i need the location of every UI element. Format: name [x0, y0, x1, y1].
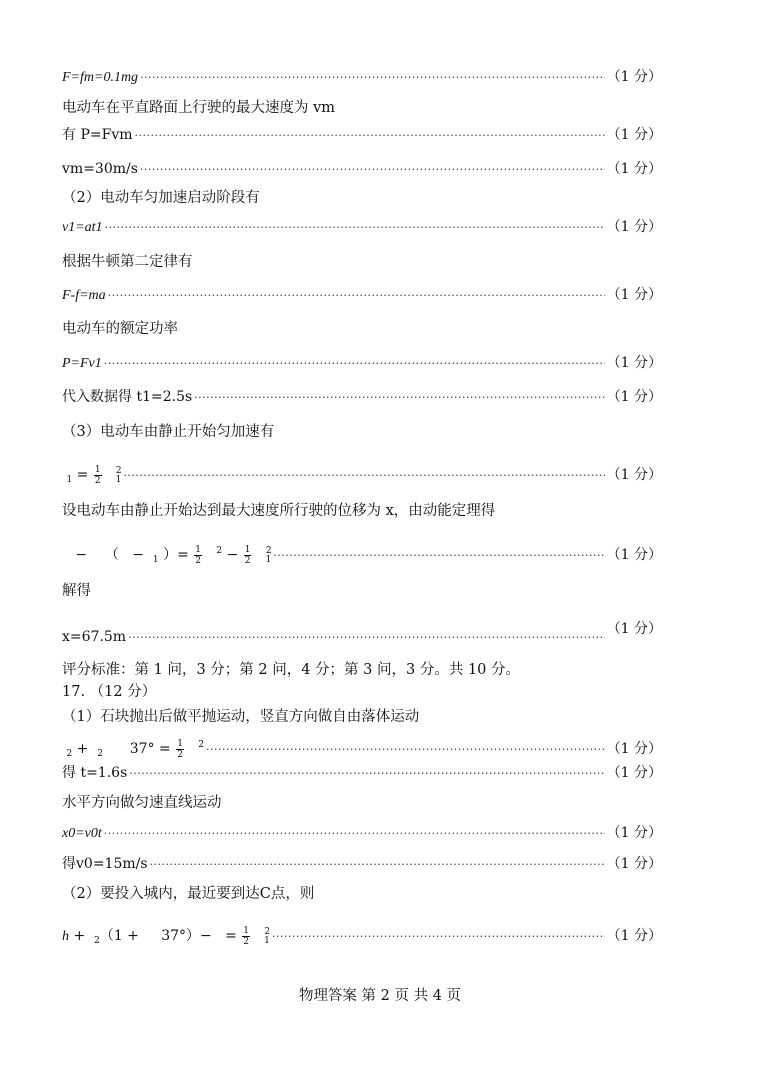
formula-t1 [62, 386, 662, 408]
text-q17: 17. （12 分） [62, 684, 157, 700]
formula-text: 代入数据得 t1=2.5s [62, 389, 193, 405]
formula-text: P=Fv1 [62, 356, 102, 371]
leader-dots [108, 285, 605, 307]
score-mark: （1 分） [606, 765, 662, 781]
equation: $_1$ = $\frac{1}{2}$ $^2_1$ [66, 464, 122, 486]
text-grading: 评分标准：第 1 问，3 分；第 2 问，4 分；第 3 问，3 分。共 10 分。 [62, 662, 521, 678]
leader-dots [140, 159, 605, 181]
leader-dots [135, 125, 605, 147]
leader-dots [272, 926, 605, 948]
score-mark: （1 分） [606, 127, 662, 143]
leader-dots [140, 67, 605, 89]
leader-dots [150, 854, 605, 876]
equation-free-fall [62, 734, 662, 760]
score-mark: （1 分） [606, 741, 662, 757]
score-mark: （1 分） [606, 825, 662, 841]
formula-text: 得v0=15m/s [62, 856, 148, 872]
leader-dots [129, 763, 604, 785]
leader-dots [273, 545, 604, 567]
equation-displacement-1 [62, 460, 662, 486]
equation-work-energy [62, 540, 662, 566]
formula-v0 [62, 853, 662, 875]
formula-text: x=67.5m [62, 629, 127, 645]
text-part3: （3）电动车由静止开始匀加速有 [62, 424, 275, 440]
text-horizontal: 水平方向做匀速直线运动 [62, 795, 222, 811]
score-mark: （1 分） [606, 355, 662, 371]
formula-vm [62, 158, 662, 180]
score-mark: （1 分） [606, 547, 662, 563]
leader-dots [128, 627, 605, 649]
formula-power-max [62, 124, 662, 146]
formula-text: v1=at1 [62, 220, 103, 235]
equation: − （ − $_1$ ）= $\frac{1}{2}$ $^2$ − $\frac{1}{2}$ $^2_1$ [75, 544, 272, 566]
score-mark: （1 分） [606, 287, 662, 303]
score-mark: （1 分） [606, 219, 662, 235]
leader-dots [123, 465, 604, 487]
formula-newton [62, 284, 662, 306]
leader-dots [104, 823, 605, 845]
formula-v1 [62, 216, 662, 238]
text-max-speed: 电动车在平直路面上行驶的最大速度为 vm [62, 100, 336, 116]
leader-dots [105, 217, 605, 239]
equation: h + $_2$（1 + 37°）− = $\frac{1}{2}$ $^2_1$ [62, 925, 271, 947]
formula-x [62, 618, 662, 645]
text-part2: （2）电动车匀加速启动阶段有 [62, 190, 260, 206]
score-mark: （1 分） [606, 621, 662, 637]
score-mark: （1 分） [606, 467, 662, 483]
formula-text: 得 t=1.6s [62, 765, 128, 781]
score-mark: （1 分） [606, 161, 662, 177]
leader-dots [104, 353, 605, 375]
text-work-energy: 设电动车由静止开始达到最大速度所行驶的位移为 x，由动能定理得 [62, 503, 496, 519]
equation: $_2$ + $_2$ 37° = $\frac{1}{2}$ $^2$ [66, 738, 205, 760]
formula-text: 有 P=Fvm [62, 127, 133, 143]
text-rated-power: 电动车的额定功率 [62, 321, 178, 337]
formula-rated-power [62, 352, 662, 374]
equation-point-c [62, 921, 662, 947]
text-solve: 解得 [62, 583, 91, 599]
page-footer: 物理答案 第 2 页 共 4 页 [298, 988, 462, 1004]
score-mark: （1 分） [606, 928, 662, 944]
formula-x0 [62, 822, 662, 844]
formula-text: x0=v0t [62, 826, 102, 841]
score-mark: （1 分） [606, 389, 662, 405]
score-mark: （1 分） [606, 856, 662, 872]
leader-dots [194, 387, 604, 409]
text-newton: 根据牛顿第二定律有 [62, 254, 193, 270]
formula-friction [62, 66, 662, 88]
score-mark: （1 分） [606, 69, 662, 85]
formula-text: F-f=ma [62, 288, 106, 303]
text-q17-part1: （1）石块抛出后做平抛运动，竖直方向做自由落体运动 [62, 709, 420, 725]
formula-text: F=fm=0.1mg [62, 70, 139, 85]
formula-text: vm=30m/s [62, 161, 138, 177]
text-q17-part2: （2）要投入城内，最近要到达C点，则 [62, 886, 315, 902]
leader-dots [206, 739, 605, 761]
formula-t [62, 762, 662, 784]
